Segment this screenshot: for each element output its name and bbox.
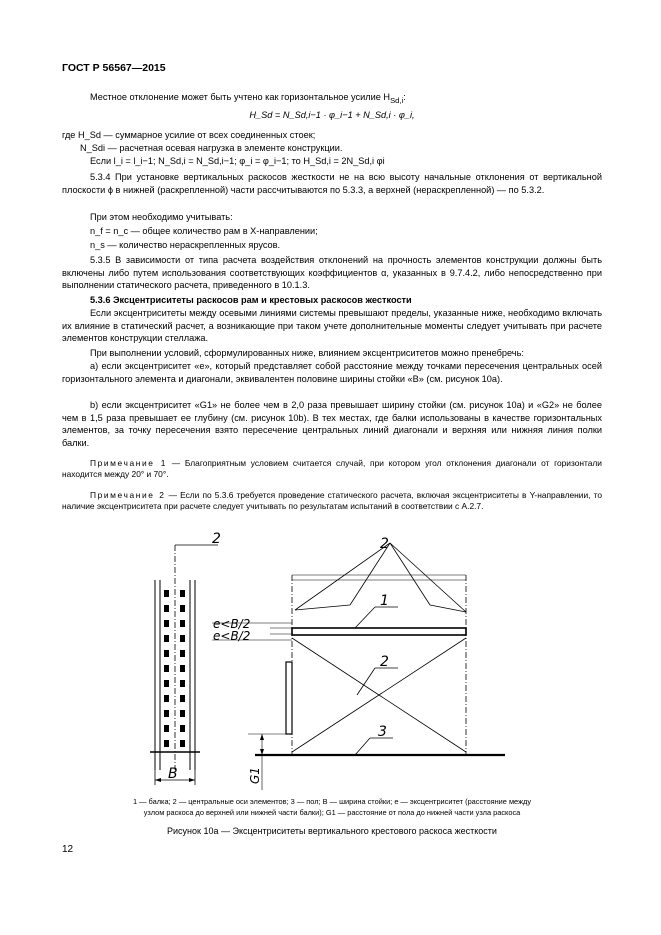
- figure-caption-line-1: 1 — балка; 2 — центральные оси элементов; 3 — пол; B — ширина стойки; e — эксцентриситет (расстояние между: [132, 797, 532, 806]
- heading-5-3-6: 5.3.6 Эксцентриситеты раскосов рам и крестовых раскосов жесткости: [90, 295, 412, 305]
- definition-nsdi: N_Sdi — расчетная осевая нагрузка в элементе конструкции.: [80, 143, 343, 153]
- paragraph-consider: При этом необходимо учитывать:: [90, 212, 233, 222]
- label-g1: G1: [248, 767, 262, 784]
- paragraph-5-3-6-a: Если эксцентриситеты между осевыми линиями системы превышают пределы, указанные ниже, необходимо включать их влияние в статический расчет, а возникающие при таком учете дополнительные моменты следует учитывать при расчете элементов конструкции стеллажа.: [62, 308, 602, 344]
- label-b: B: [168, 766, 178, 782]
- paragraph-5-3-5: 5.3.5 В зависимости от типа расчета воздействия отклонений на прочность элементов конструкции должны быть включены либо путем использования соответствующих коэффициентов α, указанных в 9.7.4.2, либо непосредственно при выполнении статического расчета, приведенного в 10.1.3.: [62, 255, 602, 291]
- document-header: ГОСТ Р 56567—2015: [62, 62, 166, 74]
- definition-nf: n_f = n_c — общее количество рам в X-направлении;: [90, 226, 318, 236]
- list-item-b: b) если эксцентриситет «G1» не более чем в 2,0 раза превышает ширину стойки (см. рисунок 10а) и «G2» не более чем в 1,5 раза превышает ее глубину (см. рисунок 10b). В тех местах, где балки использованы в качестве горизонтальных элементов, за точку пересечения взято пересечение центральных линий диагонали и верхняя или нижняя линия полки балки.: [62, 400, 602, 448]
- formula: H_Sd = N_Sd,i−1 · φ_i−1 + N_Sd,i · φ_i,: [249, 110, 415, 120]
- label-2-mid: 2: [380, 654, 389, 670]
- paragraph-5-3-6-b: При выполнении условий, сформулированных ниже, влиянием эксцентриситетов можно пренебречь:: [90, 348, 524, 358]
- upright-holes: [164, 590, 185, 747]
- label-e-top: e<B/2: [213, 617, 251, 631]
- label-e-bottom: e<B/2: [213, 629, 251, 643]
- definition-condition: Если l_i = l_i−1; N_Sd,i = N_Sd,i−1; φ_i = φ_i−1; то H_Sd,i = 2N_Sd,i φi: [90, 156, 385, 166]
- label-1: 1: [380, 593, 389, 609]
- paragraph-5-3-4: 5.3.4 При установке вертикальных раскосов жесткости не на всю высоту начальные отклонения от вертикальной плоскости ϕ в нижней (раскрепленной) части рассчитываются по 5.3.3, а верхней (нераскрепленной) — по 5.3.2.: [62, 172, 602, 195]
- label-2-left: 2: [212, 531, 221, 547]
- note-1: Примечание 1 — Благоприятным условием считается случай, при котором угол отклонения диагонали от горизонтали находится между 20° и 70°.: [62, 458, 602, 480]
- upright-column: [150, 531, 221, 785]
- figure-caption-line-2: узлом раскоса до верхней или нижней части балки); G1 — расстояние от пола до нижней части узла раскоса: [143, 808, 521, 817]
- label-2-top: 2: [380, 536, 389, 552]
- definition-hsd: где H_Sd — суммарное усилие от всех соединенных стоек;: [62, 130, 316, 140]
- figure-title: Рисунок 10а — Эксцентриситеты вертикального крестового раскоса жесткости: [167, 826, 497, 836]
- frame: [212, 536, 505, 790]
- beam: [292, 628, 466, 635]
- list-item-a: а) если эксцентриситет «e», который представляет собой расстояние между точками пересечения центральных осей горизонтального элемента и диагонали, эквивалентен половине ширины стойки «B» (см. рисунок 10а).: [62, 361, 602, 384]
- paragraph-local-deviation: Местное отклонение может быть учтено как горизонтальное усилие $H_{Sd,i}$:: [90, 92, 406, 105]
- label-3: 3: [378, 724, 387, 740]
- note-2: Примечание 2 — Если по 5.3.6 требуется проведение статического расчета, включая эксцентриситеты в Y-направлении, то наличие эксцентриситета при расчете следует учитывать по результатам испытаний в соответствии с А.2.7.: [62, 490, 602, 512]
- page-number: 12: [62, 844, 74, 855]
- definition-ns: n_s — количество нераскрепленных ярусов.: [90, 240, 281, 250]
